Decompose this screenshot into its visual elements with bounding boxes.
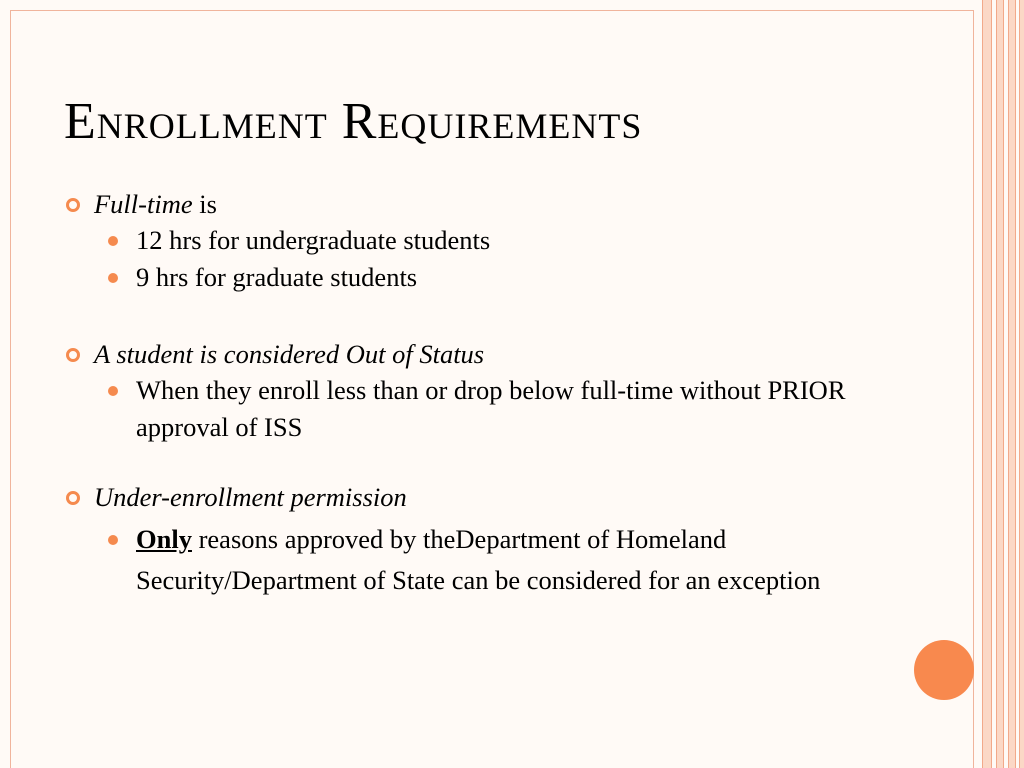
dot-bullet-icon	[108, 386, 118, 396]
bullet-full-time	[64, 186, 864, 222]
dot-bullet-icon	[108, 273, 118, 283]
bullet-emphasis: Full-time	[94, 189, 193, 219]
sub-bullet-text: 12 hrs for undergraduate students	[136, 225, 491, 255]
sub-bullet-graduate	[64, 259, 864, 296]
decorative-circle	[914, 640, 974, 700]
bullet-out-of-status	[64, 336, 864, 372]
dot-bullet-icon	[108, 236, 118, 246]
sub-bullet-text: 9 hrs for graduate students	[136, 262, 418, 292]
bullet-emphasis: A student is considered Out of Status	[94, 339, 485, 369]
bullet-under-enrollment	[64, 479, 864, 515]
slide-body	[64, 186, 864, 601]
bullet-emphasis: Under-enrollment permission	[94, 482, 407, 512]
decorative-stripe	[1019, 0, 1024, 768]
bullet-text: is	[192, 189, 217, 219]
decorative-stripe	[1008, 0, 1016, 768]
ring-bullet-icon	[66, 198, 80, 212]
slide-title: Enrollment Requirements	[64, 93, 643, 150]
sub-bullet-text: reasons approved by theDepartment of Homeland Security/Department of State can be considered for an exception	[136, 524, 821, 595]
ring-bullet-icon	[66, 348, 80, 362]
decorative-stripe	[982, 0, 992, 768]
decorative-stripe	[996, 0, 1004, 768]
sub-bullet-undergraduate	[64, 222, 864, 259]
only-emphasis: Only	[136, 524, 192, 554]
ring-bullet-icon	[66, 491, 80, 505]
dot-bullet-icon	[108, 535, 118, 545]
sub-bullet-text: When they enroll less than or drop below full-time without PRIOR approval of ISS	[136, 375, 846, 442]
sub-bullet-only-reasons	[64, 519, 864, 601]
sub-bullet-enroll-less	[64, 372, 864, 446]
